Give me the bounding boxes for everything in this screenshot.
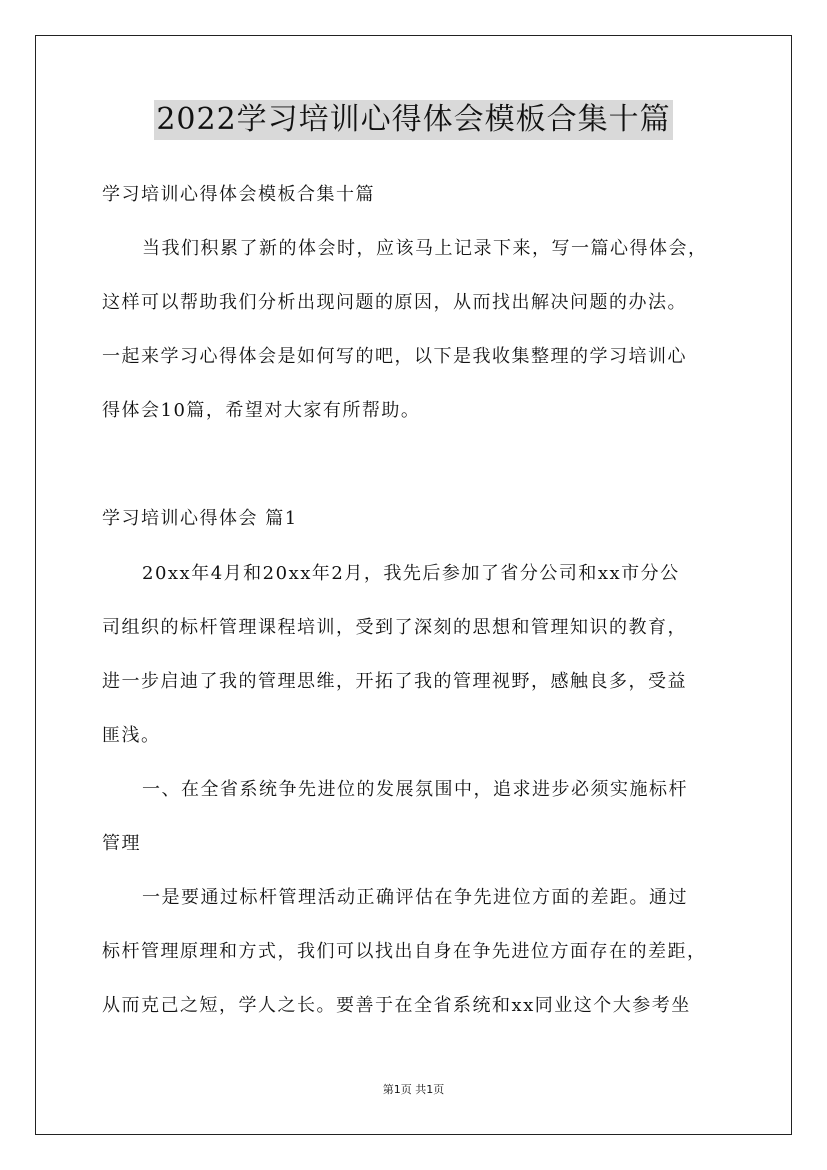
paragraph-line: 一是要通过标杆管理活动正确评估在争先进位方面的差距。通过	[142, 887, 688, 908]
title-container	[0, 100, 827, 140]
document-title: 2022学习培训心得体会模板合集十篇	[154, 100, 672, 140]
paragraph-line: 得体会10篇，希望对大家有所帮助。	[102, 400, 421, 421]
paragraph-line: 20xx年4月和20xx年2月，我先后参加了省分公司和xx市分公	[142, 563, 680, 584]
paragraph-line: 管理	[102, 833, 141, 854]
paragraph-line: 一、在全省系统争先进位的发展氛围中，追求进步必须实施标杆	[142, 779, 688, 800]
paragraph-line: 从而克己之短，学人之长。要善于在全省系统和xx同业这个大参考坐	[102, 995, 691, 1016]
subtitle-line: 学习培训心得体会模板合集十篇	[102, 184, 375, 205]
page-number-footer: 第1页 共1页	[382, 1083, 445, 1096]
paragraph-line: 当我们积累了新的体会时，应该马上记录下来，写一篇心得体会，	[142, 238, 708, 259]
section-heading: 学习培训心得体会 篇1	[102, 508, 298, 529]
paragraph-line: 标杆管理原理和方式，我们可以找出自身在争先进位方面存在的差距，	[102, 941, 707, 962]
paragraph-line: 司组织的标杆管理课程培训，受到了深刻的思想和管理知识的教育，	[102, 617, 687, 638]
paragraph-line: 进一步启迪了我的管理思维，开拓了我的管理视野，感触良多，受益	[102, 671, 687, 692]
paragraph-line: 匪浅。	[102, 725, 161, 746]
paragraph-line: 这样可以帮助我们分析出现问题的原因，从而找出解决问题的办法。	[102, 292, 687, 313]
paragraph-line: 一起来学习心得体会是如何写的吧，以下是我收集整理的学习培训心	[102, 346, 687, 367]
